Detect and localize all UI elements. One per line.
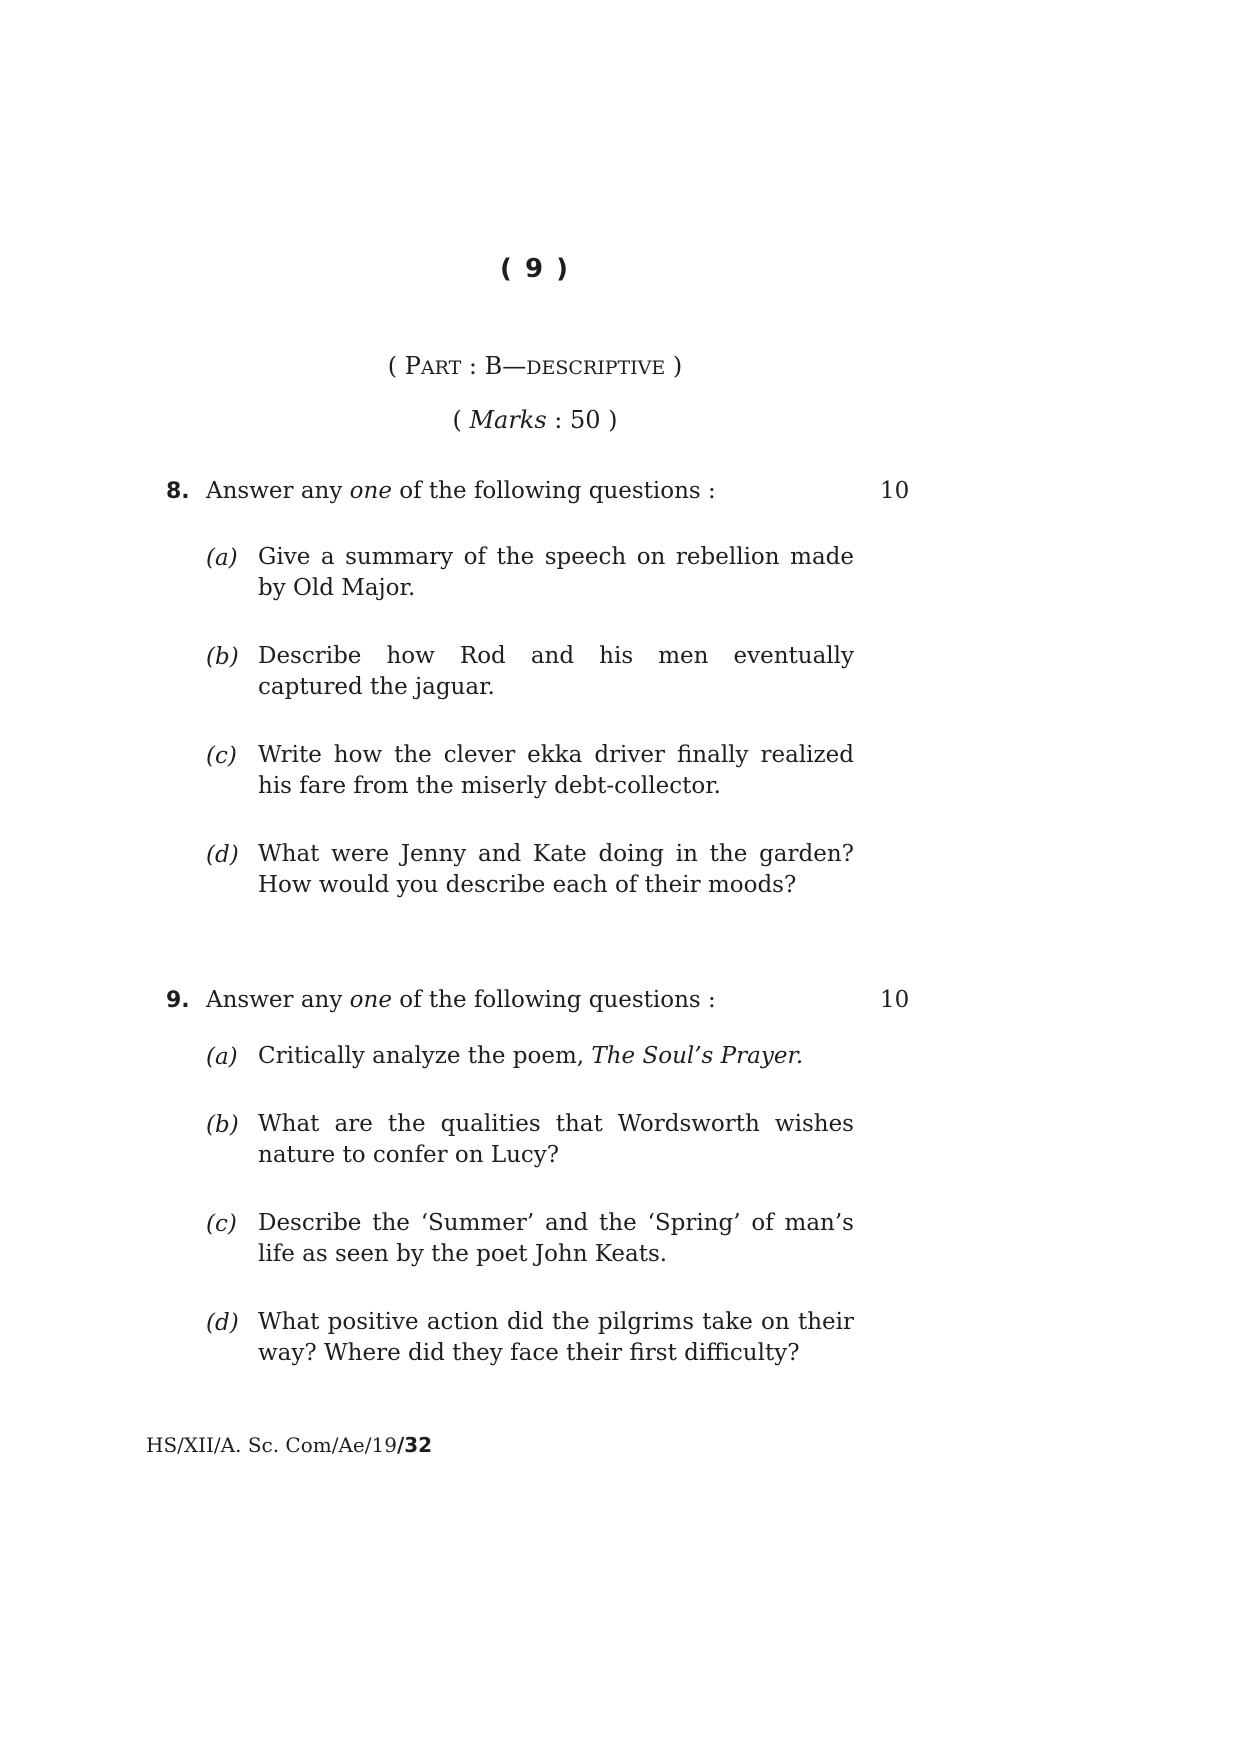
question-8-option-d-label: (d): [206, 842, 239, 868]
question-9-option-a-text: Critically analyze the poem, The Soul’s Prayer.: [258, 1043, 804, 1069]
question-9-option-b-label: (b): [206, 1112, 239, 1138]
question-8-instruction: Answer any one of the following questions :: [206, 478, 716, 504]
question-9-option-a-label: (a): [206, 1044, 238, 1070]
question-9-marks: 10: [880, 987, 910, 1013]
question-8-option-b-text: Describe how Rod and his men eventually captured the jaguar.: [258, 643, 854, 700]
question-8-option-a-label: (a): [206, 545, 238, 571]
question-9-option-b-text: What are the qualities that Wordsworth wishes nature to confer on Lucy?: [258, 1111, 854, 1168]
question-9-option-c-label: (c): [206, 1211, 237, 1237]
question-8-number: 8.: [166, 479, 190, 504]
part-heading: ( PART : B—DESCRIPTIVE ): [387, 352, 683, 380]
question-9-option-d-label: (d): [206, 1310, 239, 1336]
footer-code: HS/XII/A. Sc. Com/Ae/19/32: [146, 1433, 433, 1457]
question-8-option-b-label: (b): [206, 644, 239, 670]
marks-heading: ( Marks : 50 ): [452, 406, 618, 434]
question-9-number: 9.: [166, 988, 190, 1013]
question-8-option-c-text: Write how the clever ekka driver finally realized his fare from the miserly debt-collector.: [258, 742, 854, 799]
question-8-option-c-label: (c): [206, 743, 237, 769]
page-number: ( 9 ): [500, 254, 570, 284]
question-8-option-d-text: What were Jenny and Kate doing in the garden? How would you describe each of their moods?: [258, 841, 854, 898]
question-8-marks: 10: [880, 478, 910, 504]
question-9-option-c-text: Describe the ‘Summer’ and the ‘Spring’ of man’s life as seen by the poet John Keats.: [258, 1210, 854, 1267]
question-9-instruction: Answer any one of the following questions :: [206, 987, 716, 1013]
question-9-option-d-text: What positive action did the pilgrims take on their way? Where did they face their first difficulty?: [258, 1309, 854, 1366]
question-8-option-a-text: Give a summary of the speech on rebellion made by Old Major.: [258, 544, 854, 601]
